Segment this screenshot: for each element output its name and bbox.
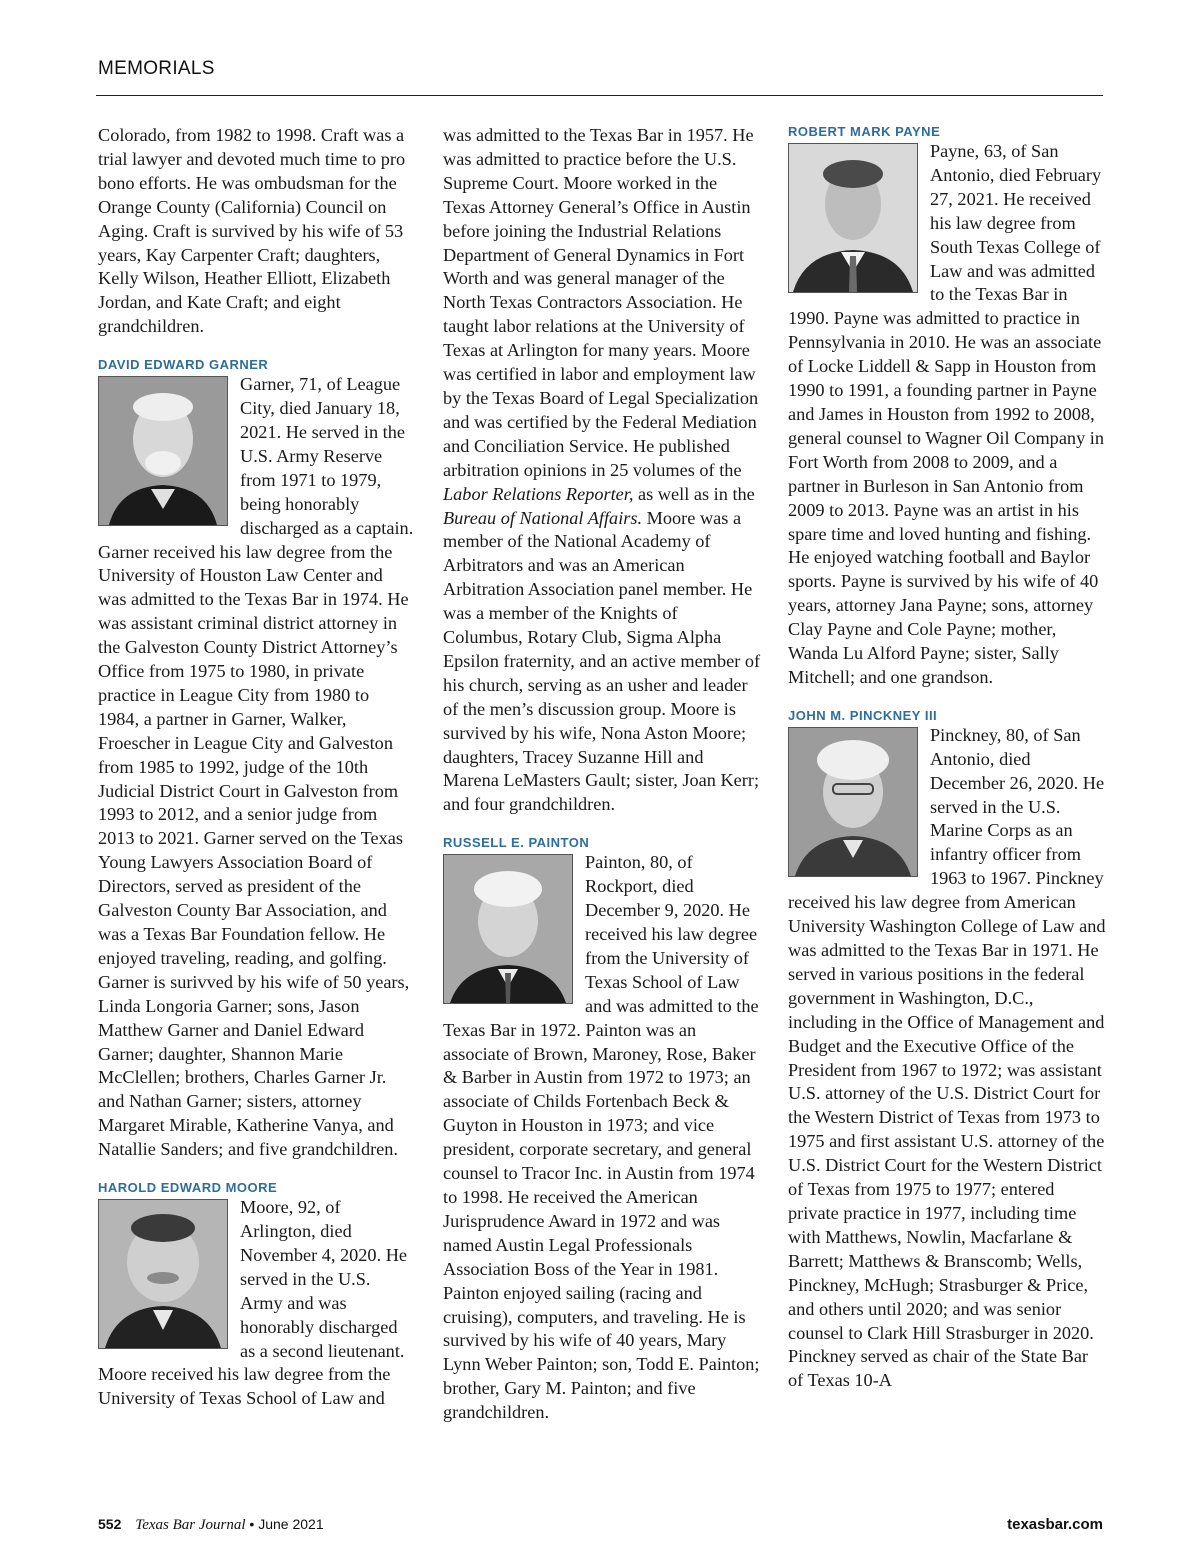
portrait-moore-image [99,1200,227,1348]
bureau-national-affairs-title: Bureau of National Affairs. [443,507,643,528]
issue-date: June 2021 [258,1516,324,1532]
memorial-text: Moore, 92, of Arlington, died November 4, 2020. He served in the U.S. Army and was honorably discharged as a second lieutenant. Moore received his law degree from the University of Texas School of Law and [98,1197,408,1409]
craft-continued-text: Colorado, from 1982 to 1998. Craft was a trial lawyer and devoted much time to pro bono efforts. He was ombudsman for the Orange County (California) Council on Aging. Craft is survived by his wife of 53 years, Kay Carpenter Craft; daughters, Kelly Wilson, Heather Elliott, Elizabeth Jordan, and Kate Craft; and eight grandchildren. [98,125,406,337]
memorial-text: Painton, 80, of Rockport, died December 9, 2020. He received his law degree from the University of Texas School of Law and was admitted to the Texas Bar in 1972. Painton was an associate of Brown, Maroney, Rose, Baker & Barber in Austin from 1972 to 1973; an associate of Childs Fortenbach Beck & Guyton in Houston in 1973; and vice president, corporate secretary, and general counsel to Tracor Inc. in Austin from 1974 to 1998. He received the American Jurisprudence Award in 1972 and was named Austin Legal Professionals Association Boss of the Year in 1981. Painton enjoyed sailing (racing and cruising), computers, and traveling. He is survived by his wife of 40 years, Mary Lynn Weber Painton; son, Todd E. Painton; brother, Gary M. Painton; and five grandchildren. [443,852,760,1423]
memorial-painton [443,835,761,1425]
column-1 [98,124,414,1411]
moore-text-part-1: was admitted to the Texas Bar in 1957. He was admitted to practice before the U.S. Supreme Court. Moore worked in the Texas Attorney General’s Office in Austin before joining the Industrial Relations Department of General Dynamics in Fort Worth and was general manager of the North Texas Contractors Association. He taught labor relations at the University of Texas at Arlington for many years. Moore was certified in labor and employment law by the Texas Board of Legal Specialization and was certified by the Federal Mediation and Conciliation Service. He published arbitration opinions in 25 volumes of the [443,125,759,480]
page-number: 552 [98,1516,122,1532]
memorial-text: Pinckney, 80, of San Antonio, died December 26, 2020. He served in the U.S. Marine Corps as an infantry officer from 1963 to 1967. Pinckney received his law degree from American University Washington College of Law and was admitted to the Texas Bar in 1971. He served in various positions in the federal government in Washington, D.C., including in the Office of Management and Budget and the Executive Office of the President from 1967 to 1972; was assistant U.S. attorney of the U.S. District Court for the Western District of Texas from 1973 to 1975 and first assistant U.S. attorney of the U.S. District Court for the Western District of Texas from 1975 to 1977; entered private practice in 1977, including time with Matthews, Nowlin, Macfarlane & Barrett; Matthews & Branscomb; Wells, Pinckney, McHugh; Strasburger & Price, and others until 2020; and was senior counsel to Clark Hill Strasburger in 2020. Pinckney served as chair of the State Bar of Texas 10-A [788,724,1106,1391]
portrait-garner-image [99,377,227,525]
memorial-pinckney [788,708,1106,1393]
memorial-name: JOHN M. PINCKNEY III [788,707,938,723]
portrait-photo-garner [98,376,228,526]
footer-bullet: • [249,1516,255,1532]
portrait-photo-pinckney [788,727,918,877]
column-2 [443,124,761,1425]
memorial-name: ROBERT MARK PAYNE [788,124,941,139]
memorial-text: Payne, 63, of San Antonio, died February 27, 2021. He received his law degree from South Texas College of Law and was admitted to the Texas Bar in 1990. Payne was admitted to practice in Pennsylvania in 2010. He was an associate of Locke Liddell & Sapp in Houston from 1990 to 1991, a founding partner in Payne and James in Houston from 1992 to 2008, general counsel to Wagner Oil Company in Fort Worth from 2008 to 2009, and a partner in Burleson in San Antonio from 2009 to 2013. Payne was an artist in his spare time and loved hunting and fishing. He enjoyed watching football and Baylor sports. Payne is survived by his wife of 40 years, attorney Jana Payne; sons, attorney Clay Payne and Cole Payne; mother, Wanda Lu Alford Payne; sister, Sally Mitchell; and one grandson. [788,141,1105,687]
portrait-painton-image [444,855,572,1003]
column-3 [788,124,1106,1393]
section-header: MEMORIALS [98,58,215,79]
portrait-pinckney-image [789,728,917,876]
portrait-photo-moore [98,1199,228,1349]
portrait-photo-painton [443,854,573,1004]
portrait-payne-image [789,144,917,292]
memorial-name: RUSSELL E. PAINTON [443,835,590,851]
labor-relations-reporter-title: Labor Relations Reporter, [443,483,634,504]
memorial-moore [98,1180,414,1411]
header-divider [96,95,1103,96]
moore-text-part-3: Moore was a member of the National Academy of Arbitrators and was an American Arbitration Association panel member. He was a member of the Knights of Columbus, Rotary Club, Sigma Alpha Epsilon fraternity, and an active member of his church, serving as an usher and leader of the men’s discussion group. Moore is survived by his wife, Nona Aston Moore; daughters, Tracey Suzanne Hill and Marena LeMasters Gault; sister, Joan Kerr; and four grandchildren. [443,507,761,815]
page-footer [98,1516,1103,1534]
memorial-payne [788,124,1106,690]
memorial-name: HAROLD EDWARD MOORE [98,1180,278,1196]
journal-title: Texas Bar Journal [135,1517,246,1533]
portrait-photo-payne [788,143,918,293]
moore-continued-text [443,124,761,817]
memorial-name: DAVID EDWARD GARNER [98,357,269,373]
website-link[interactable]: texasbar.com [1007,1516,1103,1533]
moore-text-part-2: as well as in the [633,483,755,504]
memorial-garner [98,357,414,1162]
memorial-text: Garner, 71, of League City, died January 18, 2021. He served in the U.S. Army Reserve from 1971 to 1979, being honorably discharged as a captain. Garner received his law degree from the University of Houston Law Center and was admitted to the Texas Bar in 1974. He was assistant criminal district attorney in the Galveston County District Attorney’s Office from 1975 to 1980, in private practice in League City from 1980 to 1984, a partner in Garner, Walker, Froescher in League City and Galveston from 1985 to 1992, judge of the 10th Judicial District Court in Galveston from 1993 to 2012, and a senior judge from 2013 to 2021. Garner served on the Texas Young Lawyers Association Board of Directors, served as president of the Galveston County Bar Association, and was a Texas Bar Foundation fellow. He enjoyed traveling, reading, and golfing. Garner is surivved by his wife of 50 years, Linda Longoria Garner; sons, Jason Matthew Garner and Daniel Edward Garner; daughter, Shannon Marie McClellen; brothers, Charles Garner Jr. and Nathan Garner; sisters, attorney Margaret Mirable, Katherine Vanya, and Natallie Sanders; and five grandchildren. [98,374,414,1160]
